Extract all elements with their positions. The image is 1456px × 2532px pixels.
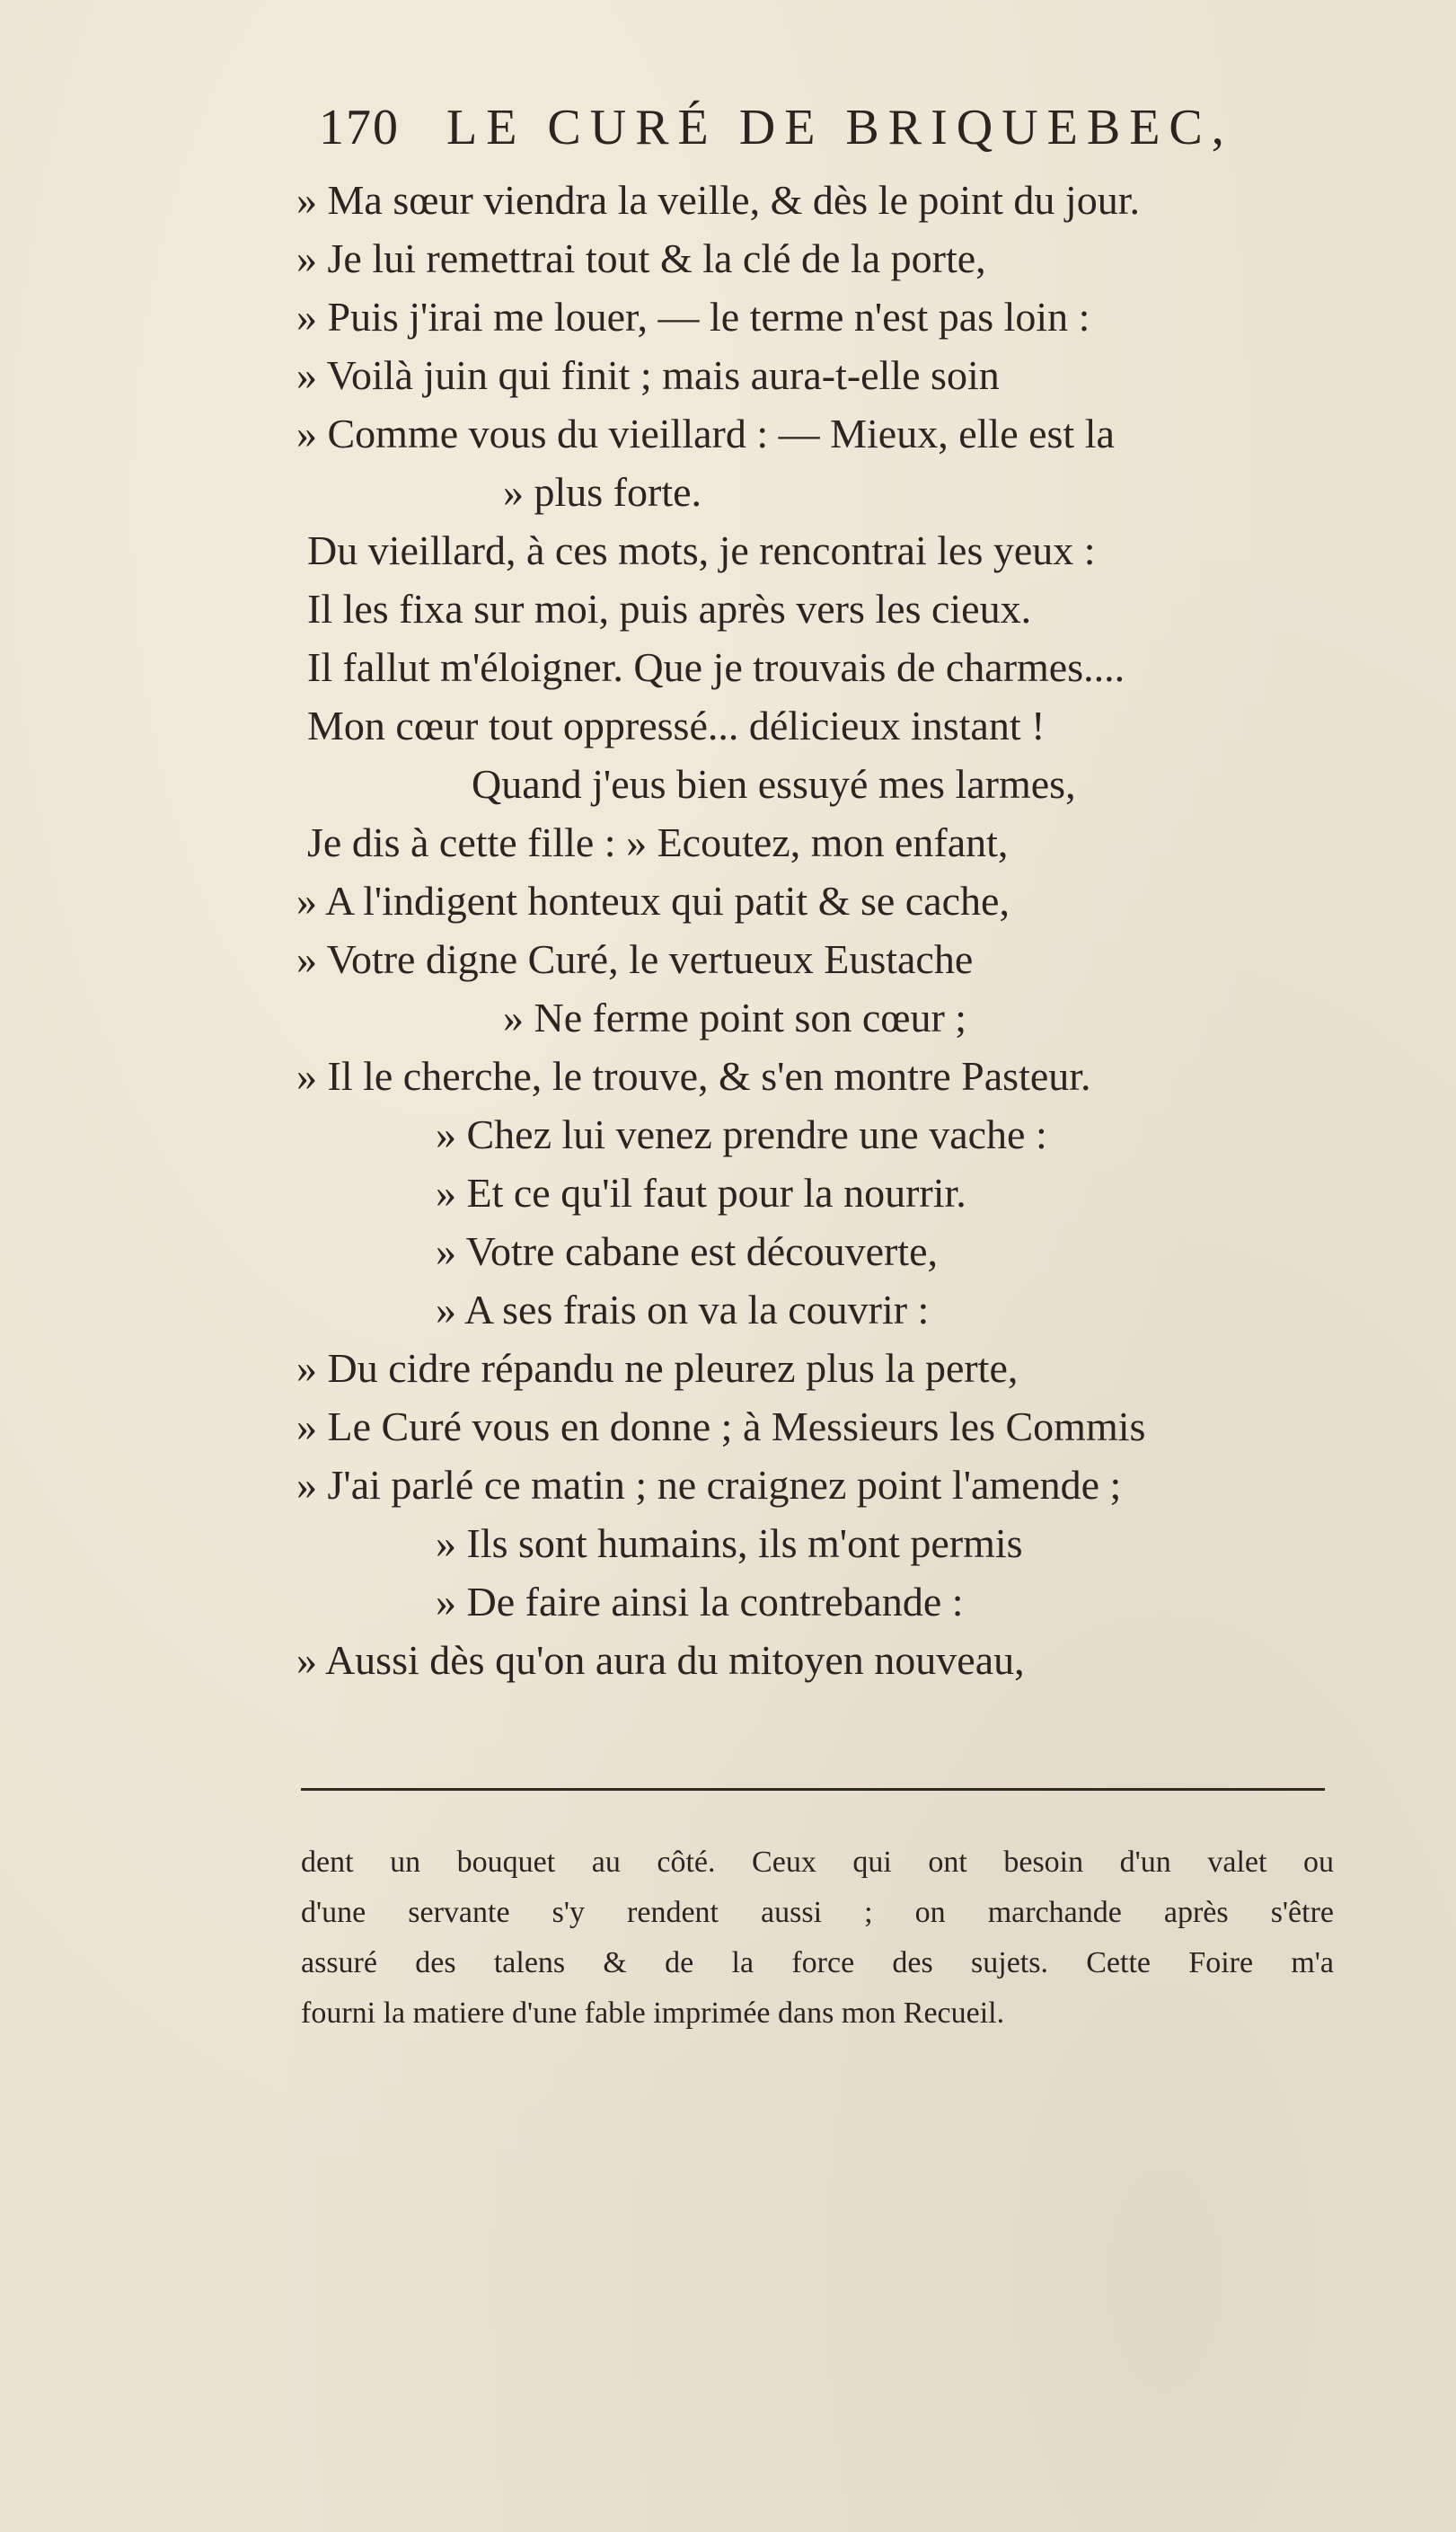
verse-line: » Et ce qu'il faut pour la nourrir.: [436, 1170, 966, 1216]
verse-line: » A l'indigent honteux qui patit & se cache,: [296, 878, 1010, 924]
page-number: 170: [319, 100, 400, 155]
footnote: [301, 1837, 1334, 2039]
verse-line: Il fallut m'éloigner. Que je trouvais de charmes....: [307, 644, 1125, 690]
verse-line: » Il le cherche, le trouve, & s'en montre Pasteur.: [296, 1053, 1091, 1099]
verse-line: » Comme vous du vieillard : — Mieux, elle est la: [296, 411, 1115, 456]
verse-line: » De faire ainsi la contrebande :: [436, 1579, 964, 1625]
verse-line: » J'ai parlé ce matin ; ne craignez point l'amende ;: [296, 1462, 1122, 1508]
footnote-line: assuré des talens & de la force des sujets. Cette Foire m'a: [301, 1946, 1334, 1979]
verse-line: » Ils sont humains, ils m'ont permis: [436, 1520, 1023, 1566]
verse-line: Mon cœur tout oppressé... délicieux instant !: [307, 703, 1046, 748]
verse-line: » Aussi dès qu'on aura du mitoyen nouveau,: [296, 1637, 1025, 1683]
verse-line: » Chez lui venez prendre une vache :: [436, 1111, 1047, 1157]
verse-line: Il les fixa sur moi, puis après vers les cieux.: [307, 586, 1032, 632]
footnote-line: dent un bouquet au côté. Ceux qui ont besoin d'un valet ou: [301, 1846, 1334, 1879]
footnote-rule: [301, 1788, 1325, 1791]
verse-line: » plus forte.: [503, 469, 702, 515]
poem-text: [296, 171, 1374, 1689]
verse-line: » Puis j'irai me louer, — le terme n'est pas loin :: [296, 294, 1090, 340]
verse-line: » Votre cabane est découverte,: [436, 1228, 939, 1274]
verse-line: » Ne ferme point son cœur ;: [503, 995, 967, 1040]
footnote-line: d'une servante s'y rendent aussi ; on marchande après s'être: [301, 1896, 1334, 1929]
page-header: [319, 99, 1352, 171]
verse-line: » Je lui remettrai tout & la clé de la porte,: [296, 235, 986, 281]
verse-line: » Votre digne Curé, le vertueux Eustache: [296, 936, 974, 982]
verse-line: » Voilà juin qui finit ; mais aura-t-elle soin: [296, 352, 1000, 398]
running-head: LE CURÉ DE BRIQUEBEC,: [446, 100, 1233, 155]
verse-line: Du vieillard, à ces mots, je rencontrai les yeux :: [307, 527, 1096, 573]
footnote-line: fourni la matiere d'une fable imprimée dans mon Recueil.: [301, 1996, 1005, 2030]
verse-line: Je dis à cette fille : » Ecoutez, mon enfant,: [307, 819, 1009, 865]
verse-line: » Le Curé vous en donne ; à Messieurs les Commis: [296, 1403, 1146, 1449]
verse-line: Quand j'eus bien essuyé mes larmes,: [472, 761, 1076, 807]
verse-line: » A ses frais on va la couvrir :: [436, 1287, 930, 1332]
verse-line: » Du cidre répandu ne pleurez plus la perte,: [296, 1345, 1019, 1391]
verse-line: » Ma sœur viendra la veille, & dès le point du jour.: [296, 177, 1140, 223]
